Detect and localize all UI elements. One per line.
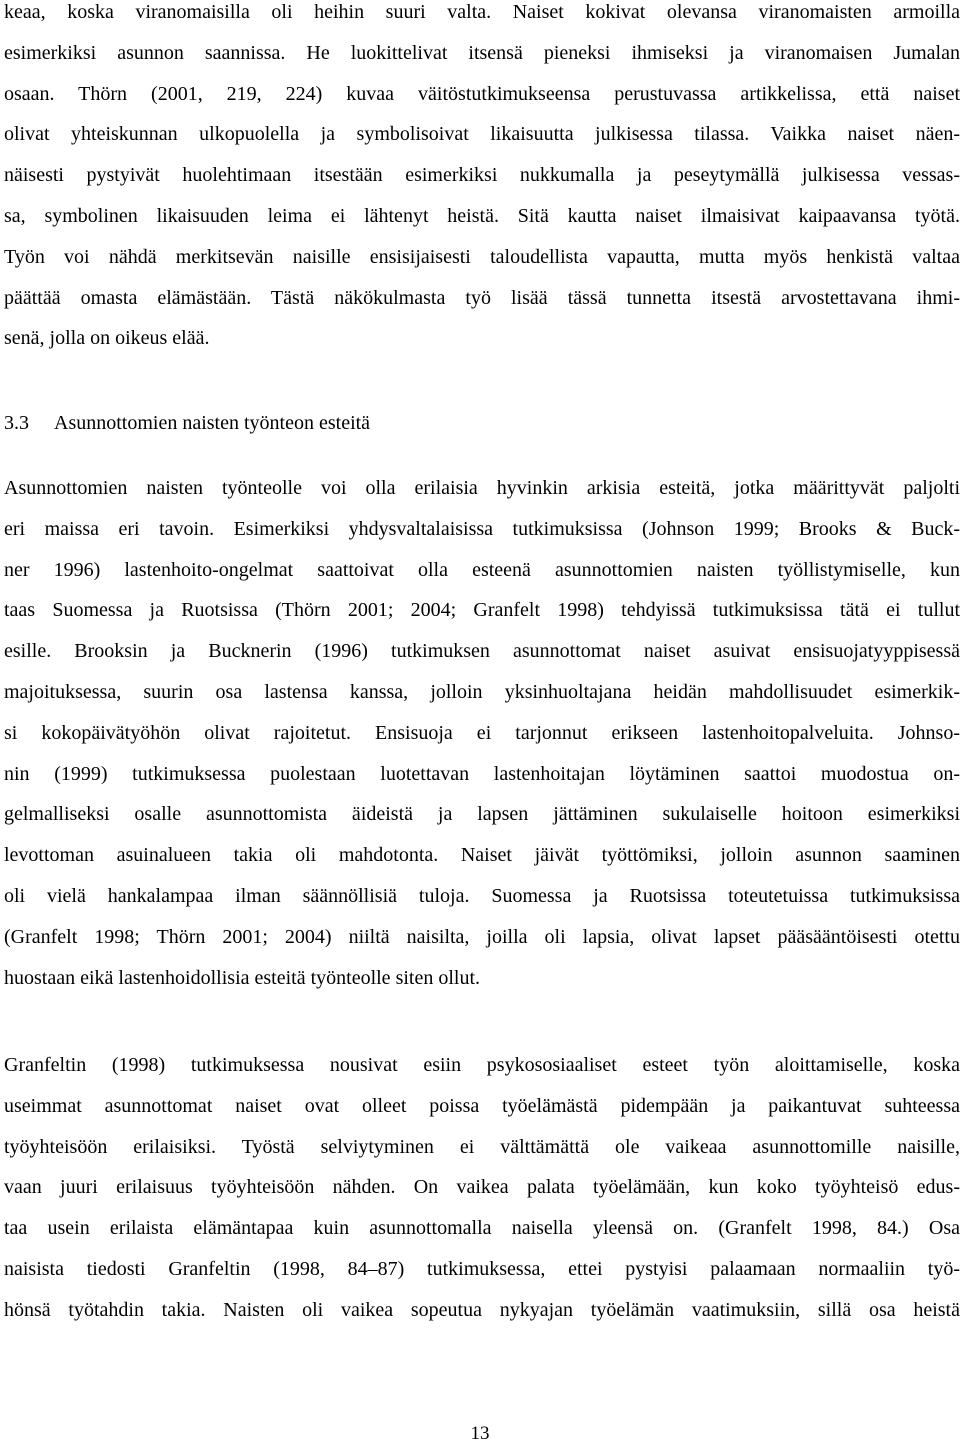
paragraph-line: osaan. Thörn (2001, 219, 224) kuvaa väitöstutkimukseensa perustuvassa artikkelissa, että naiset xyxy=(4,82,960,105)
paragraph-line: esille. Brooksin ja Bucknerin (1996) tutkimuksen asunnottomat naiset asuivat ensisuojatyyppisessä xyxy=(4,640,960,663)
paragraph-line: majoituksessa, suurin osa lastensa kanssa, jolloin yksinhuoltajana heidän mahdollisuudet esimerkik- xyxy=(4,680,960,703)
paragraph-line: (Granfelt 1998; Thörn 2001; 2004) niiltä naisilta, joilla oli lapsia, olivat lapset pääsääntöisesti otettu xyxy=(4,925,960,948)
paragraph-line: senä, jolla on oikeus elää. xyxy=(4,327,210,350)
paragraph-line: työyhteisöön erilaisiksi. Työstä selviytyminen ei välttämättä ole vaikeaa asunnottomille naisille, xyxy=(4,1135,960,1158)
paragraph-line: esimerkiksi asunnon saannissa. He luokittelivat itsensä pieneksi ihmiseksi ja viranomaisen Jumalan xyxy=(4,41,960,64)
paragraph-line: si kokopäivätyöhön olivat rajoitetut. Ensisuoja ei tarjonnut erikseen lastenhoitopalveluita. Johnso- xyxy=(4,721,960,744)
paragraph-3 xyxy=(4,1045,960,1331)
paragraph-line: päättää omasta elämästään. Tästä näkökulmasta työ lisää tässä tunnetta itsestä arvostettavana ihmi- xyxy=(4,286,960,309)
paragraph-line: vaan juuri erilaisuus työyhteisöön nähden. On vaikea palata työelämään, kun koko työyhteisö edus- xyxy=(4,1176,960,1199)
section-number: 3.3 xyxy=(4,412,29,434)
paragraph-line: Työn voi nähdä merkitsevän naisille ensisijaisesti taloudellista vapautta, mutta myös henkistä valtaa xyxy=(4,245,960,268)
paragraph-line: useimmat asunnottomat naiset ovat olleet poissa työelämästä pidempään ja paikantuvat suhteessa xyxy=(4,1094,960,1117)
page-number: 13 xyxy=(470,1423,490,1444)
paragraph-line: hönsä työtahdin takia. Naisten oli vaikea sopeutua nykyajan työelämän vaatimuksiin, sillä osa heistä xyxy=(4,1298,960,1321)
paragraph-line: Asunnottomien naisten työnteolle voi olla erilaisia hyvinkin arkisia esteitä, jotka määrittyvät paljolti xyxy=(4,477,960,499)
paragraph-line: naisista tiedosti Granfeltin (1998, 84–87) tutkimuksessa, ettei pystyisi palaamaan normaaliin työ- xyxy=(4,1257,960,1280)
paragraph-line: Granfeltin (1998) tutkimuksessa nousivat esiin psykososiaaliset esteet työn aloittamiselle, koska xyxy=(4,1054,960,1076)
paragraph-line: sa, symbolinen likaisuuden leima ei lähtenyt heistä. Sitä kautta naiset ilmaisivat kaipaavansa työtä. xyxy=(4,204,960,227)
paragraph-line: gelmalliseksi osalle asunnottomista äideistä ja lapsen jättäminen sukulaiselle hoitoon esimerkiksi xyxy=(4,803,960,826)
paragraph-line: keaa, koska viranomaisilla oli heihin suuri valta. Naiset kokivat olevansa viranomaisten armoilla xyxy=(4,1,960,23)
paragraph-line: taa usein erilaista elämäntapaa kuin asunnottomalla naisella yleensä on. (Granfelt 1998, 84.) Osa xyxy=(4,1217,960,1240)
paragraph-line: oli vielä hankalampaa ilman säännöllisiä tuloja. Suomessa ja Ruotsissa toteutetuissa tutkimuksissa xyxy=(4,884,960,907)
paragraph-line: nin (1999) tutkimuksessa puolestaan luotettavan lastenhoitajan löytäminen saattoi muodostua on- xyxy=(4,762,960,785)
section-title: Asunnottomien naisten työnteon esteitä xyxy=(54,412,371,434)
paragraph-line: levottoman asuinalueen takia oli mahdotonta. Naiset jäivät työttömiksi, jolloin asunnon saaminen xyxy=(4,844,960,867)
paragraph-line: olivat yhteiskunnan ulkopuolella ja symbolisoivat likaisuutta julkisessa tilassa. Vaikka naiset näen- xyxy=(4,123,960,146)
paragraph-2 xyxy=(4,468,960,998)
paragraph-1 xyxy=(4,0,960,359)
paragraph-line: ner 1996) lastenhoito-ongelmat saattoivat olla esteenä asunnottomien naisten työllistymiselle, kun xyxy=(4,558,960,581)
paragraph-line: taas Suomessa ja Ruotsissa (Thörn 2001; 2004; Granfelt 1998) tehdyissä tutkimuksissa tätä ei tullut xyxy=(4,599,960,622)
paragraph-line: eri maissa eri tavoin. Esimerkiksi yhdysvaltalaisissa tutkimuksissa (Johnson 1999; Brooks & Buck- xyxy=(4,517,960,540)
section-heading xyxy=(4,403,370,443)
paragraph-line: näisesti pystyivät huolehtimaan itsestään esimerkiksi nukkumalla ja peseytymällä julkisessa vessas- xyxy=(4,164,960,187)
paragraph-line: huostaan eikä lastenhoidollisia esteitä työnteolle siten ollut. xyxy=(4,966,481,989)
